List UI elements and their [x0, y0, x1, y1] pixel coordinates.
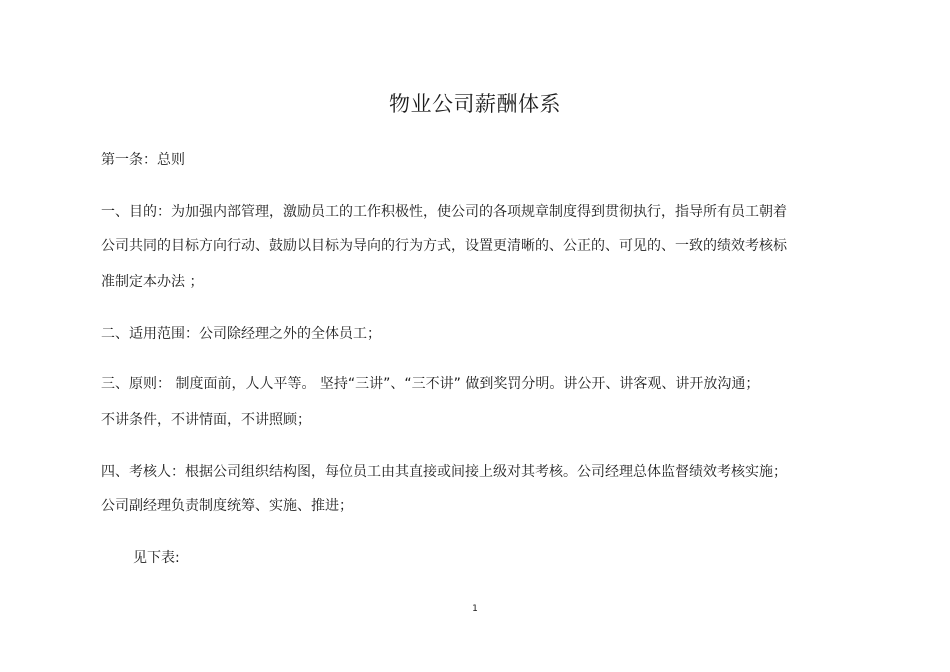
purpose-line-2: 公司共同的目标方向行动、鼓励以目标为导向的行为方式，设置更清晰的、公正的、可见的、一致的绩效考核标 — [101, 238, 787, 254]
purpose-line-1: 一、目的：为加强内部管理，激励员工的工作积极性，使公司的各项规章制度得到贯彻执行，指导所有员工朝着 — [101, 204, 787, 220]
assessor-line-2: 公司副经理负责制度统筹、实施、推进； — [101, 498, 353, 514]
principle-line-1: 三、原则： 制度面前，人人平等。 坚持“三讲”、“三不讲” 做到奖罚分明。讲公开、讲客观、讲开放沟通； — [101, 376, 760, 392]
section-heading: 第一条：总则 — [101, 152, 185, 168]
scope-line: 二、适用范围：公司除经理之外的全体员工； — [101, 326, 381, 342]
see-table-note: 见下表: — [133, 550, 180, 566]
principle-line-2: 不讲条件，不讲情面，不讲照顾； — [101, 412, 311, 428]
assessor-line-1: 四、考核人：根据公司组织结构图，每位员工由其直接或间接上级对其考核。公司经理总体监督绩效考核实施； — [101, 464, 787, 480]
page-number: 1 — [472, 604, 478, 614]
document-title: 物业公司薪酬体系 — [389, 92, 561, 116]
purpose-line-3: 准制定本办法 ； — [101, 274, 204, 290]
